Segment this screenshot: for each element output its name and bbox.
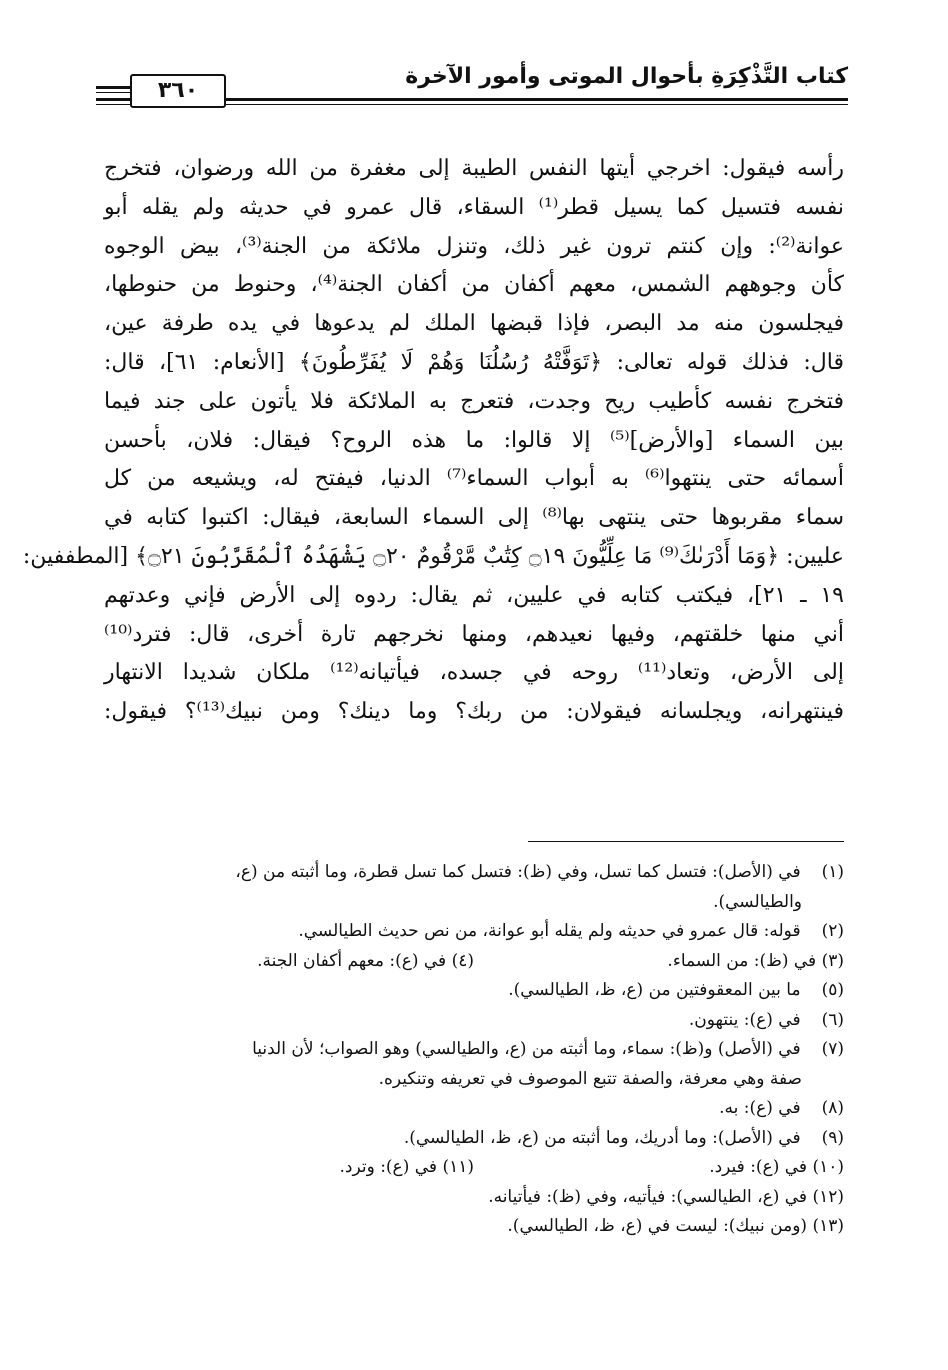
footnote-text: في (ع): به.: [719, 1098, 801, 1118]
book-title: كتاب التَّذْكِرَةِ بأحوال الموتى وأمور الآخرة: [405, 64, 848, 89]
text-line: فتخرج نفسه كأطيب ريح وجدت، فتعرج به الملائكة فلا يأتون على جند فيما: [104, 388, 844, 414]
text-line: كأن وجوههم الشمس، معهم أكفان من أكفان الجنة⁽⁴⁾، وحنوط من حنوطها،: [104, 272, 845, 298]
footnote-number: (١٣): [812, 1216, 844, 1236]
footnote-pair: [104, 1153, 844, 1183]
footnotes: [104, 858, 844, 1242]
page-header: [96, 58, 848, 118]
footnote-11: [340, 1153, 475, 1183]
text-line: بين السماء [والأرض]⁽⁵⁾ إلا قالوا: ما هذه الروح؟ فيقال: فلان، بأحسن: [104, 427, 844, 453]
footnote-text: ما بين المعقوفتين من (ع، ظ، الطيالسي).: [508, 980, 801, 1000]
footnote-7: [104, 1035, 844, 1065]
footnote-8: [104, 1094, 844, 1124]
main-text: [22, 150, 845, 732]
footnote-text: في (ع): وترد.: [339, 1157, 438, 1177]
text-line: رأسه فيقول: اخرجي أيتها النفس الطيبة إلى مغفرة من الله ورضوان، فتخرج: [104, 156, 844, 181]
footnote-text: في (ظ): من السماء.: [667, 950, 817, 971]
text-line: فيجلسون منه مد البصر، فإذا قبضها الملك لم يدعوها في يده طرفة عين،: [104, 311, 844, 337]
footnote-number: (١١): [442, 1157, 474, 1177]
footnote-text: قوله: قال عمرو في حديثه ولم يقله أبو عوانة، من نص حديث الطيالسي.: [298, 921, 801, 941]
text-line: عليين: ﴿وَمَا أَدْرَىٰكَ⁽⁹⁾ مَا عِلِّيُّونَ ۝١٩ كِتَٰبٌ مَّرْقُومٌ ۝٢٠ يَشْهَدُهُ ٱلْمُقَرَّبُونَ ۝٢١﴾ [المطففين:: [22, 543, 844, 569]
footnote-number: (٦): [821, 1009, 844, 1030]
footnote-number: (٢): [821, 921, 844, 941]
text-line: قال: فذلك قوله تعالى: ﴿تَوَفَّتْهُ رُسُلُنَا وَهُمْ لَا يُفَرِّطُونَ﴾ [الأنعام: ٦١]، قال:: [104, 349, 844, 375]
text-line: سماء مقربوها حتى ينتهى بها⁽⁸⁾ إلى السماء السابعة، فيقال: اكتبوا كتابه في: [104, 505, 844, 531]
footnote-number: (٨): [821, 1098, 844, 1118]
text-line: أسمائه حتى ينتهوا⁽⁶⁾ به أبواب السماء⁽⁷⁾ الدنيا، فيفتح له، ويشيعه من كل: [104, 466, 844, 492]
text-line: ١٩ ـ ٢١]، فيكتب كتابه في عليين، ثم يقال: ردوه إلى الأرض فإني وعدتهم: [104, 582, 844, 608]
footnote-text: في (الأصل): وما أدريك، وما أثبته من (ع، ظ، الطيالسي).: [403, 1127, 801, 1148]
page-number: ٣٦٠: [130, 74, 226, 108]
footnote-text: في (الأصل): فتسل كما تسل، وفي (ظ): فتسل كما تسل قطرة، وما أثبته من (ع،: [235, 862, 801, 882]
footnote-number: (٤): [451, 950, 474, 971]
footnote-number: (١٠): [812, 1157, 844, 1177]
footnote-9: [104, 1124, 844, 1154]
footnote-separator: [528, 841, 844, 842]
footnote-1: [104, 858, 844, 888]
footnote-number: (٧): [821, 1039, 844, 1059]
footnote-text: في (الأصل) و(ظ): سماء، وما أثبته من (ع، والطيالسي) وهو الصواب؛ لأن الدنيا: [252, 1039, 801, 1059]
footnote-1-continued: والطيالسي).: [713, 891, 802, 912]
footnote-6: [104, 1006, 844, 1036]
footnote-number: (٣): [821, 950, 844, 971]
footnote-13: [104, 1212, 844, 1242]
footnote-3: [667, 947, 844, 977]
text-line: نفسه فتسيل كما يسيل قطر⁽¹⁾ السقاء، قال عمرو في حديثه ولم يقله أبو: [104, 194, 845, 220]
footnote-2: [104, 917, 844, 947]
text-line: فينتهرانه، ويجلسانه فيقولان: من ربك؟ وما دينك؟ ومن نبيك⁽¹³⁾؟ فيقول:: [104, 699, 844, 725]
footnote-number: (١٢): [812, 1186, 844, 1207]
footnote-pair: [104, 947, 844, 977]
footnote-text: في (ع): معهم أكفان الجنة.: [257, 950, 447, 971]
footnote-text: في (ع): فيرد.: [709, 1157, 808, 1177]
footnote-text: في (ع، الطيالسي): فيأتيه، وفي (ظ): فيأتيانه.: [488, 1186, 808, 1207]
footnote-10: [709, 1153, 844, 1183]
footnote-number: (١): [821, 862, 844, 882]
footnote-text: في (ع): ينتهون.: [688, 1009, 801, 1030]
footnote-number: (٥): [821, 980, 844, 1000]
footnote-4: [257, 947, 474, 977]
footnote-12: [104, 1183, 844, 1213]
footnote-number: (٩): [821, 1127, 844, 1148]
text-line: إلى الأرض، وتعاد⁽¹¹⁾ روحه في جسده، فيأتيانه⁽¹²⁾ ملكان شديدا الانتهار: [104, 660, 844, 686]
footnote-text: (ومن نبيك): ليست في (ع، ظ، الطيالسي).: [507, 1216, 808, 1236]
header-rule: [96, 86, 130, 89]
text-line: عوانة⁽²⁾: وإن كنتم ترون غير ذلك، وتنزل ملائكة من الجنة⁽³⁾، بيض الوجوه: [104, 233, 844, 259]
text-line: أني منها خلقتهم، وفيها نعيدهم، ومنها نخرجهم تارة أخرى، قال: فترد⁽¹⁰⁾: [104, 621, 844, 647]
footnote-5: [104, 976, 844, 1006]
header-rule: [96, 92, 130, 93]
footnote-7-continued: صفة وهي معرفة، والصفة تتبع الموصوف في تعريفه وتنكيره.: [378, 1068, 802, 1089]
